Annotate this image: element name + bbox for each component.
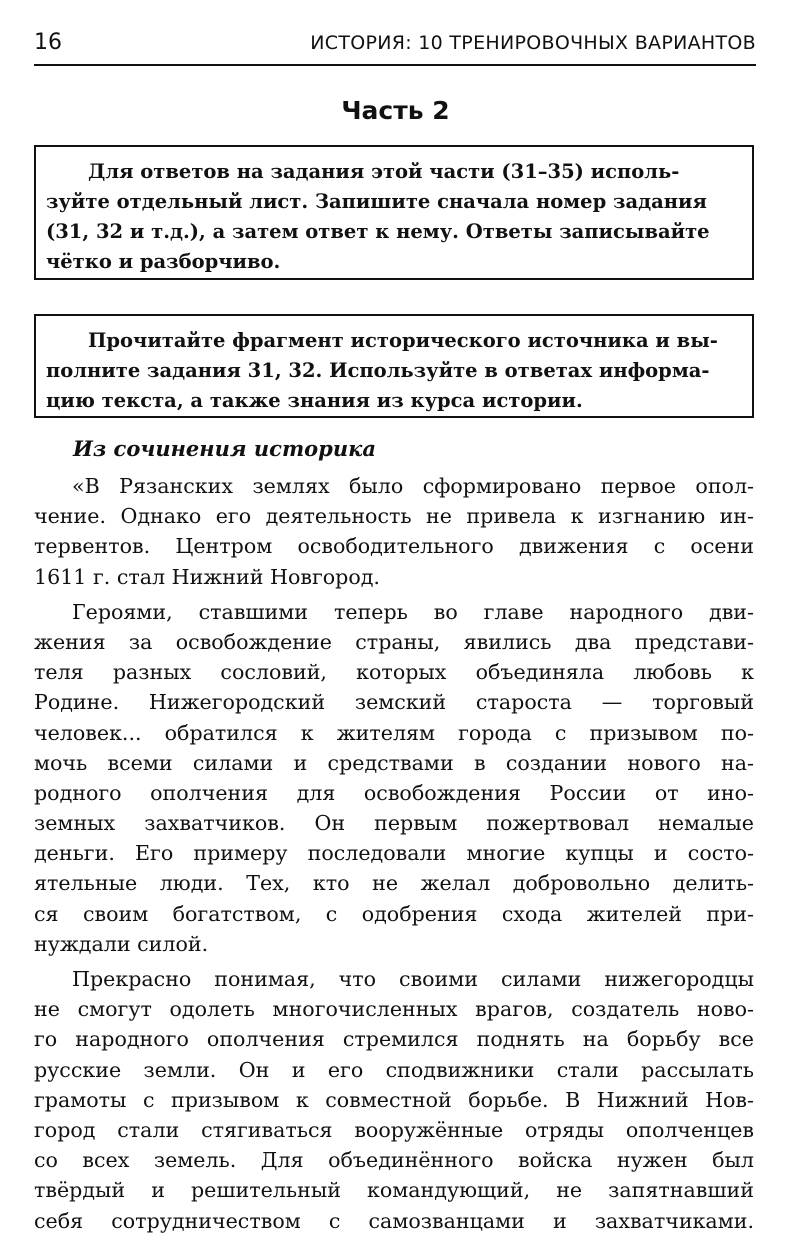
page-header	[34, 28, 756, 66]
text-line: жения за освобождение страны, явились два представи-	[34, 629, 754, 654]
instruction-line: Для ответов на задания этой части (31–35) исполь-	[88, 160, 680, 183]
instruction-line: (31, 32 и т.д.), а затем ответ к нему. Ответы записывайте	[46, 220, 710, 243]
task-line: полните задания 31, 32. Используйте в ответах информа-	[46, 359, 710, 382]
text-line: человек... обратился к жителям города с призывом по-	[34, 720, 754, 745]
page-number: 16	[34, 30, 62, 55]
paragraph	[34, 471, 754, 592]
paragraph	[34, 597, 754, 959]
text-line: город стали стягиваться вооружённые отряды ополченцев	[34, 1117, 754, 1142]
text-line: нуждали силой.	[34, 931, 209, 956]
source-title: Из сочинения историка	[73, 436, 376, 461]
task-box	[34, 314, 754, 418]
task-line: цию текста, а также знания из курса истории.	[46, 389, 583, 412]
instruction-line: зуйте отдельный лист. Запишите сначала номер задания	[46, 190, 707, 213]
text-line: грамоты с призывом к совместной борьбе. В Нижний Нов-	[34, 1087, 754, 1112]
text-line: деньги. Его примеру последовали многие купцы и состо-	[34, 841, 754, 866]
instruction-line: чётко и разборчиво.	[46, 250, 281, 273]
instruction-box	[34, 145, 754, 280]
text-line: родного ополчения для освобождения России от ино-	[34, 780, 754, 805]
text-line: теля разных сословий, которых объединяла любовь к	[34, 660, 754, 685]
text-line: со всех земель. Для объединённого войска нужен был	[34, 1148, 754, 1173]
text-line: Героями, ставшими теперь во главе народного дви-	[72, 599, 754, 624]
text-line: ся своим богатством, с одобрения схода жителей при-	[34, 901, 754, 926]
task-line: Прочитайте фрагмент исторического источника и вы-	[88, 329, 718, 352]
text-line: земных захватчиков. Он первым пожертвовал немалые	[34, 811, 754, 836]
text-line: чение. Однако его деятельность не привела к изгнанию ин-	[34, 504, 754, 529]
text-line: го народного ополчения стремился поднять на борьбу все	[34, 1027, 754, 1052]
text-line: Прекрасно понимая, что своими силами нижегородцы	[72, 967, 754, 991]
paragraph	[34, 964, 754, 1236]
text-line: тервентов. Центром освободительного движения с осени	[34, 534, 754, 559]
text-line: себя сотрудничеством с самозванцами и захватчиками.	[34, 1208, 754, 1233]
source-text	[34, 471, 754, 1236]
text-line: ятельные люди. Тех, кто не желал добровольно делить-	[34, 871, 754, 896]
running-title: ИСТОРИЯ: 10 ТРЕНИРОВОЧНЫХ ВАРИАНТОВ	[310, 32, 756, 54]
text-line: не смогут одолеть многочисленных врагов, создатель ново-	[34, 997, 754, 1022]
text-line: русские земли. Он и его сподвижники стали рассылать	[34, 1057, 754, 1082]
text-line: мочь всеми силами и средствами в создании нового на-	[34, 750, 754, 775]
part-title: Часть 2	[341, 96, 450, 125]
text-line: 1611 г. стал Нижний Новгород.	[34, 564, 380, 589]
text-line: Родине. Нижегородский земский староста — торговый	[34, 690, 754, 715]
text-line: «В Рязанских землях было сформировано первое опол-	[72, 474, 754, 498]
text-line: твёрдый и решительный командующий, не запятнавший	[34, 1178, 754, 1203]
